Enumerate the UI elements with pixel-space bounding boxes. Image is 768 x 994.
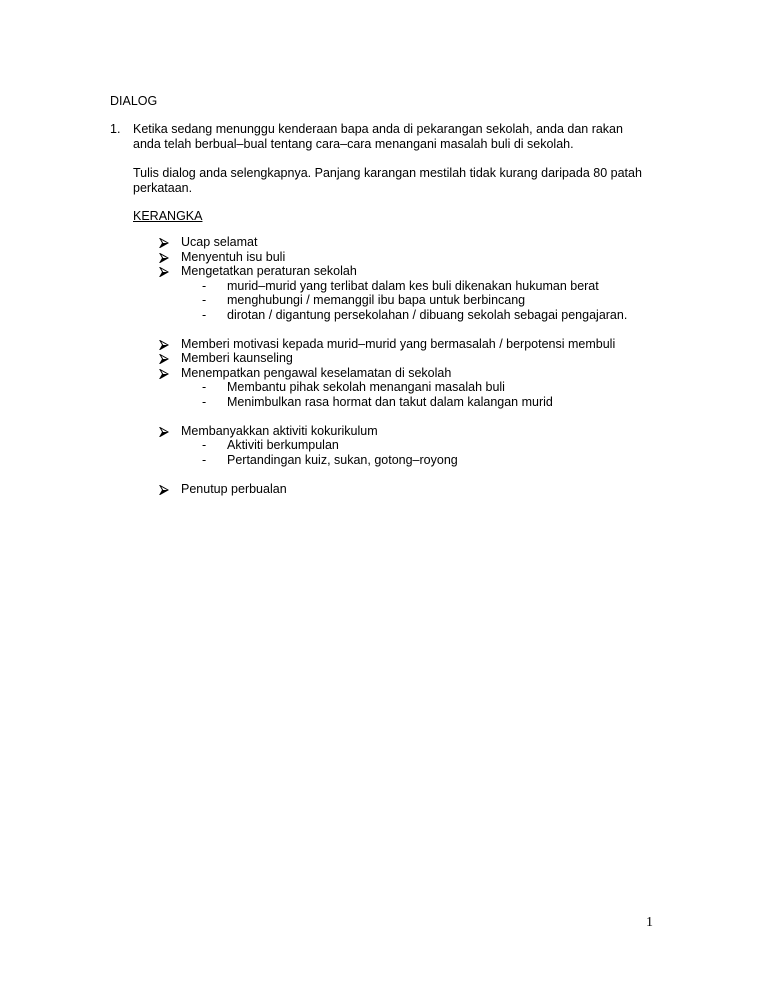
outline-item: Menempatkan pengawal keselamatan di sekolah (181, 366, 452, 380)
outline-title: KERANGKA (133, 209, 203, 223)
outline-subitem: Membantu pihak sekolah menangani masalah buli (227, 380, 505, 394)
dash-marker: - (202, 279, 207, 293)
outline-item: Penutup perbualan (181, 482, 287, 496)
arrow-bullet-icon (159, 485, 169, 495)
dash-marker: - (202, 395, 207, 409)
arrow-bullet-icon (159, 340, 169, 350)
outline-item: Ucap selamat (181, 235, 258, 249)
dash-marker: - (202, 438, 207, 452)
outline-item: Membanyakkan aktiviti kokurikulum (181, 424, 378, 438)
question-text-line: Ketika sedang menunggu kenderaan bapa anda di pekarangan sekolah, anda dan rakan (133, 122, 623, 136)
outline-subitem: Pertandingan kuiz, sukan, gotong–royong (227, 453, 458, 467)
outline-item: Menyentuh isu buli (181, 250, 286, 264)
dash-marker: - (202, 453, 207, 467)
outline-subitem: murid–murid yang terlibat dalam kes buli dikenakan hukuman berat (227, 279, 599, 293)
arrow-bullet-icon (159, 267, 169, 277)
task-instruction-line: Tulis dialog anda selengkapnya. Panjang karangan mestilah tidak kurang daripada 80 patah (133, 166, 642, 180)
page-number: 1 (646, 915, 653, 930)
outline-subitem: dirotan / digantung persekolahan / dibuang sekolah sebagai pengajaran. (227, 308, 628, 322)
task-instruction-line: perkataan. (133, 181, 193, 195)
arrow-bullet-icon (159, 427, 169, 437)
question-text-line: anda telah berbual–bual tentang cara–cara menangani masalah buli di sekolah. (133, 137, 574, 151)
arrow-bullet-icon (159, 369, 169, 379)
outline-item: Mengetatkan peraturan sekolah (181, 264, 357, 278)
arrow-bullet-icon (159, 238, 169, 248)
dash-marker: - (202, 308, 207, 322)
document-heading: DIALOG (110, 94, 158, 108)
outline-item: Memberi motivasi kepada murid–murid yang bermasalah / berpotensi membuli (181, 337, 616, 351)
outline-subitem: Menimbulkan rasa hormat dan takut dalam kalangan murid (227, 395, 553, 409)
outline-subitem: Aktiviti berkumpulan (227, 438, 339, 452)
dash-marker: - (202, 380, 207, 394)
dash-marker: - (202, 293, 207, 307)
outline-subitem: menghubungi / memanggil ibu bapa untuk berbincang (227, 293, 526, 307)
question-number: 1. (110, 122, 121, 136)
arrow-bullet-icon (159, 354, 169, 364)
arrow-bullet-icon (159, 253, 169, 263)
outline-item: Memberi kaunseling (181, 351, 293, 365)
